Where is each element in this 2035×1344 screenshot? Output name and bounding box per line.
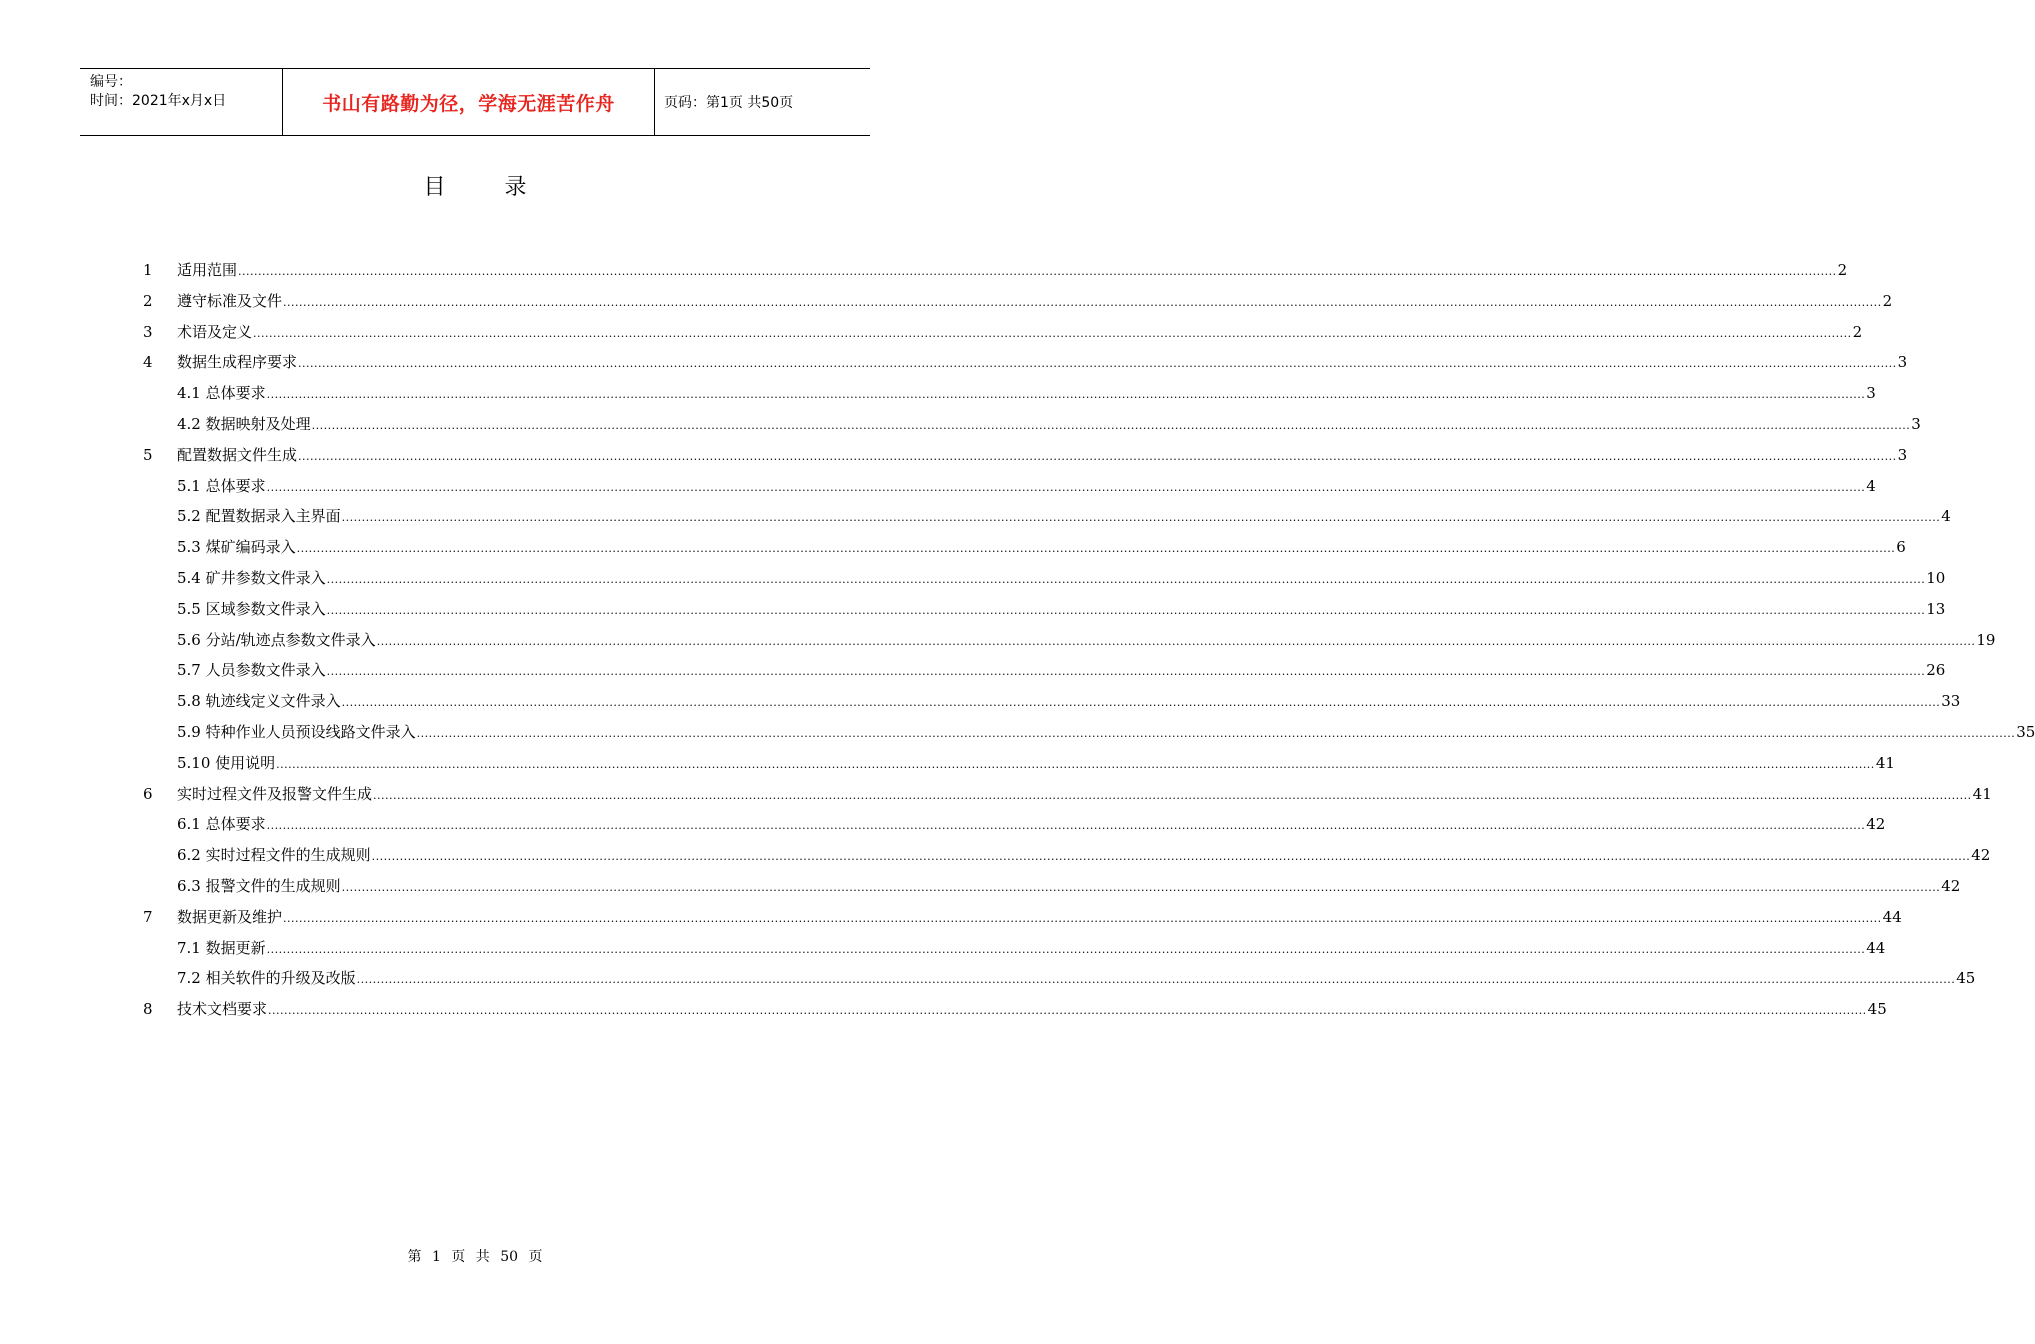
toc-entry-number: 7 xyxy=(143,907,153,926)
toc-leader-dots: ................................................................................................................................................................................................................................................................................................................................................................................................................ xyxy=(266,819,1866,833)
toc-entry-label: 5.7 人员参数文件录入 xyxy=(177,661,326,680)
toc-entry-page: 4 xyxy=(1866,476,1876,495)
toc-leader-dots: ................................................................................................................................................................................................................................................................................................................................................................................................................ xyxy=(266,942,1866,956)
toc-leader-dots: ................................................................................................................................................................................................................................................................................................................................................................................................................ xyxy=(253,326,1852,340)
toc-entry-page: 42 xyxy=(1971,846,1991,865)
toc-entry-number: 5 xyxy=(143,445,153,464)
toc-entry-page: 35 xyxy=(2016,722,2035,741)
toc-entry[interactable] xyxy=(143,409,1921,440)
toc-entry[interactable] xyxy=(143,594,1946,625)
toc-entry-number: 6 xyxy=(143,784,153,803)
header-time-label: 时间：2021年x月x日 xyxy=(90,93,227,109)
toc-entry-page: 4 xyxy=(1941,507,1951,526)
toc-entry-label: 4.1 总体要求 xyxy=(177,384,266,403)
toc-entry-label: 5.9 特种作业人员预设线路文件录入 xyxy=(177,722,416,741)
toc-entry-label: 5.3 煤矿编码录入 xyxy=(177,538,296,557)
toc-entry[interactable] xyxy=(143,871,1961,902)
toc-entry-page: 13 xyxy=(1926,599,1946,618)
toc-leader-dots: ................................................................................................................................................................................................................................................................................................................................................................................................................ xyxy=(371,850,1971,864)
toc-entry[interactable] xyxy=(143,378,1876,409)
toc-entry-label: 配置数据文件生成 xyxy=(177,445,298,464)
toc-entry[interactable] xyxy=(143,717,2035,748)
toc-entry[interactable] xyxy=(143,779,1992,810)
toc-leader-dots: ................................................................................................................................................................................................................................................................................................................................................................................................................ xyxy=(341,696,1941,710)
toc-entry-page: 2 xyxy=(1837,261,1848,279)
toc-entry-label: 7.2 相关软件的升级及改版 xyxy=(177,969,356,988)
toc-entry-page: 42 xyxy=(1866,815,1886,834)
toc-entry-page: 3 xyxy=(1866,384,1876,403)
toc-entry-page: 41 xyxy=(1875,753,1895,772)
toc-entry-page: 45 xyxy=(1956,969,1976,988)
toc-entry-number: 2 xyxy=(143,291,153,310)
toc-leader-dots: ................................................................................................................................................................................................................................................................................................................................................................................................................ xyxy=(341,511,1941,525)
toc-entry-page: 3 xyxy=(1897,445,1908,464)
toc-entry[interactable] xyxy=(143,963,1976,994)
toc-leader-dots: ................................................................................................................................................................................................................................................................................................................................................................................................................ xyxy=(283,295,1882,309)
toc-entry-page: 42 xyxy=(1941,876,1961,895)
toc-entry[interactable] xyxy=(143,286,1893,317)
toc-entry[interactable] xyxy=(143,532,1906,563)
toc-entry-number: 8 xyxy=(143,1000,153,1019)
table-of-contents xyxy=(143,255,2035,1025)
toc-entry[interactable] xyxy=(143,933,1886,964)
toc-entry-label: 5.8 轨迹线定义文件录入 xyxy=(177,692,341,711)
toc-leader-dots: ................................................................................................................................................................................................................................................................................................................................................................................................................ xyxy=(266,480,1866,494)
toc-entry-label: 5.1 总体要求 xyxy=(177,476,266,495)
toc-leader-dots: ................................................................................................................................................................................................................................................................................................................................................................................................................ xyxy=(298,449,1897,463)
toc-leader-dots: ................................................................................................................................................................................................................................................................................................................................................................................................................ xyxy=(326,572,1926,586)
header-code-label: 编号： xyxy=(90,74,132,90)
toc-entry-number: 1 xyxy=(143,261,153,279)
header-page-info: 页码：第1页 共50页 xyxy=(664,95,794,111)
toc-entry[interactable] xyxy=(143,625,1996,656)
toc-entry-page: 2 xyxy=(1882,291,1893,310)
toc-entry-label: 技术文档要求 xyxy=(177,1000,268,1019)
toc-entry[interactable] xyxy=(143,840,1991,871)
header-meta xyxy=(80,69,282,135)
toc-entry[interactable] xyxy=(143,347,1908,378)
toc-entry-label: 5.10 使用说明 xyxy=(177,753,276,772)
toc-leader-dots: ................................................................................................................................................................................................................................................................................................................................................................................................................ xyxy=(376,634,1976,648)
toc-entry-label: 数据生成程序要求 xyxy=(177,353,298,372)
toc-entry-label: 4.2 数据映射及处理 xyxy=(177,414,311,433)
toc-entry[interactable] xyxy=(143,902,1902,933)
toc-entry-page: 19 xyxy=(1976,630,1996,649)
toc-leader-dots: ................................................................................................................................................................................................................................................................................................................................................................................................................ xyxy=(276,757,1875,771)
toc-entry[interactable] xyxy=(143,748,1895,779)
toc-entry-page: 44 xyxy=(1866,938,1886,957)
toc-entry-page: 26 xyxy=(1926,661,1946,680)
toc-entry[interactable] xyxy=(143,501,1951,532)
header-motto: 书山有路勤为径，学海无涯苦作舟 xyxy=(282,69,655,135)
toc-entry-label: 7.1 数据更新 xyxy=(177,938,266,957)
toc-entry-label: 6.3 报警文件的生成规则 xyxy=(177,876,341,895)
toc-entry-number: 3 xyxy=(143,322,153,341)
toc-entry-label: 5.2 配置数据录入主界面 xyxy=(177,507,341,526)
toc-entry-label: 数据更新及维护 xyxy=(177,907,283,926)
toc-leader-dots: ................................................................................................................................................................................................................................................................................................................................................................................................................ xyxy=(326,665,1926,679)
toc-leader-dots: ................................................................................................................................................................................................................................................................................................................................................................................................................ xyxy=(311,418,1911,432)
page-footer: 第 1 页 共 50 页 xyxy=(407,1249,543,1265)
toc-entry[interactable] xyxy=(143,440,1908,471)
toc-leader-dots: ................................................................................................................................................................................................................................................................................................................................................................................................................ xyxy=(341,880,1941,894)
toc-entry-label: 5.5 区域参数文件录入 xyxy=(177,599,326,618)
toc-entry-page: 2 xyxy=(1852,322,1863,341)
toc-leader-dots: ................................................................................................................................................................................................................................................................................................................................................................................................................ xyxy=(283,911,1882,925)
toc-entry-page: 45 xyxy=(1867,1000,1887,1019)
toc-leader-dots: ................................................................................................................................................................................................................................................................................................................................................................................................................ xyxy=(238,265,1837,278)
toc-entry[interactable] xyxy=(143,563,1946,594)
toc-entry-label: 5.6 分站/轨迹点参数文件录入 xyxy=(177,630,376,649)
toc-title: 目 录 xyxy=(423,175,553,200)
toc-entry-label: 遵守标准及文件 xyxy=(177,291,283,310)
toc-entry-page: 44 xyxy=(1882,907,1902,926)
toc-leader-dots: ................................................................................................................................................................................................................................................................................................................................................................................................................ xyxy=(266,388,1866,402)
toc-entry-page: 41 xyxy=(1972,784,1992,803)
toc-entry[interactable] xyxy=(143,809,1886,840)
toc-leader-dots: ................................................................................................................................................................................................................................................................................................................................................................................................................ xyxy=(296,542,1896,556)
toc-leader-dots: ................................................................................................................................................................................................................................................................................................................................................................................................................ xyxy=(326,603,1926,617)
toc-leader-dots: ................................................................................................................................................................................................................................................................................................................................................................................................................ xyxy=(416,726,2016,740)
toc-entry-page: 33 xyxy=(1941,692,1961,711)
page-header xyxy=(80,68,870,136)
toc-entry-label: 6.2 实时过程文件的生成规则 xyxy=(177,846,371,865)
toc-leader-dots: ................................................................................................................................................................................................................................................................................................................................................................................................................ xyxy=(298,357,1897,371)
toc-entry[interactable] xyxy=(143,471,1876,502)
toc-entry[interactable] xyxy=(143,686,1961,717)
toc-entry-page: 6 xyxy=(1896,538,1906,557)
toc-entry-label: 6.1 总体要求 xyxy=(177,815,266,834)
toc-entry[interactable] xyxy=(143,255,1848,286)
toc-entry[interactable] xyxy=(143,317,1863,348)
toc-entry-page: 10 xyxy=(1926,568,1946,587)
toc-entry-label: 适用范围 xyxy=(177,261,238,279)
toc-leader-dots: ................................................................................................................................................................................................................................................................................................................................................................................................................ xyxy=(373,788,1972,802)
toc-entry-label: 5.4 矿井参数文件录入 xyxy=(177,568,326,587)
toc-entry-number: 4 xyxy=(143,353,153,372)
toc-entry[interactable] xyxy=(143,655,1946,686)
toc-entry-page: 3 xyxy=(1911,414,1921,433)
toc-leader-dots: ................................................................................................................................................................................................................................................................................................................................................................................................................ xyxy=(268,1004,1867,1018)
toc-leader-dots: ................................................................................................................................................................................................................................................................................................................................................................................................................ xyxy=(356,973,1956,987)
toc-entry-label: 术语及定义 xyxy=(177,322,253,341)
toc-entry-label: 实时过程文件及报警文件生成 xyxy=(177,784,373,803)
toc-entry[interactable] xyxy=(143,994,1887,1025)
toc-entry-page: 3 xyxy=(1897,353,1908,372)
